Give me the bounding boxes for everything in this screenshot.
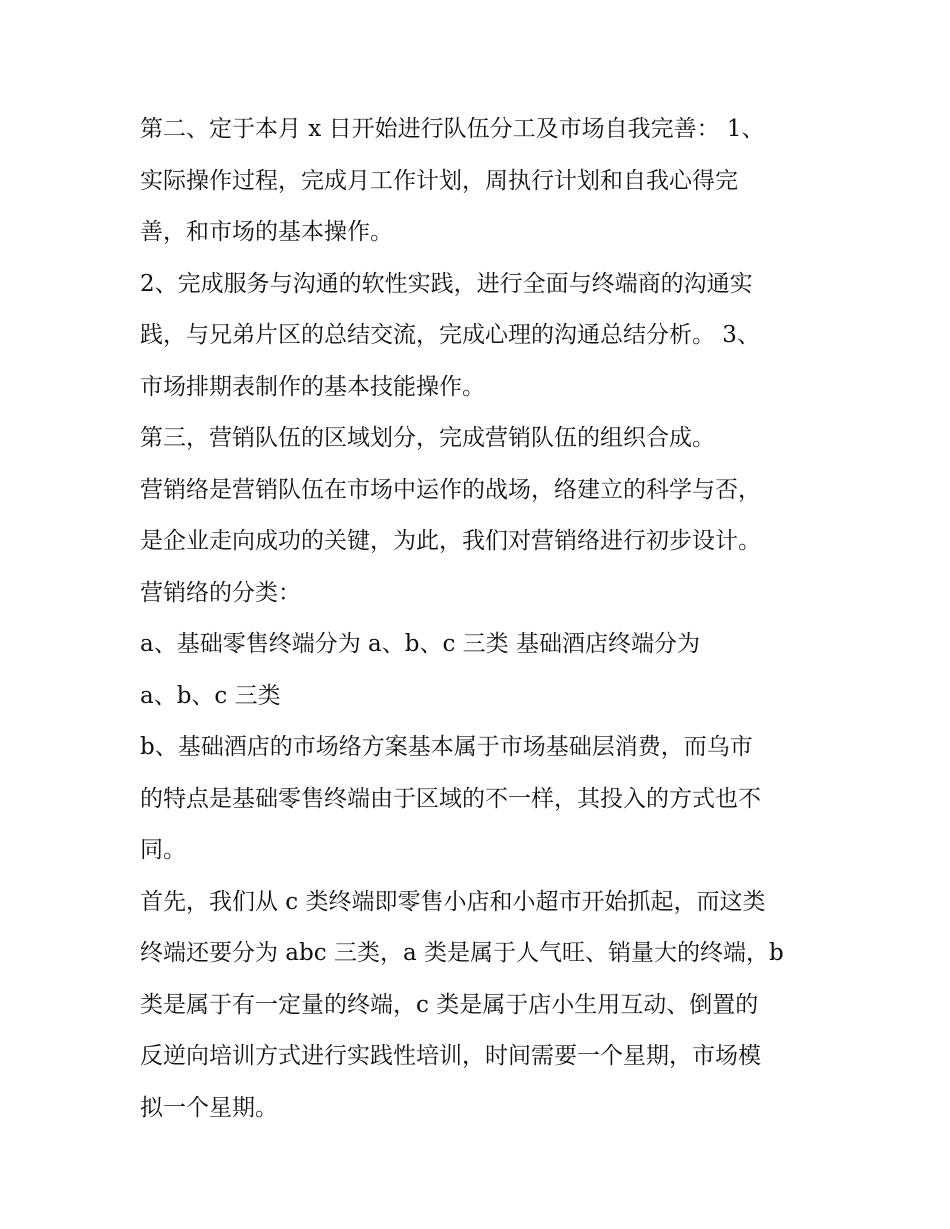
body-text: [140, 104, 820, 1134]
text-line: 践，与兄弟片区的总结交流，完成心理的沟通总结分析。 3、: [140, 322, 760, 348]
text-line: 首先，我们从 c 类终端即零售小店和小超市开始抓起，而这类: [140, 888, 766, 915]
text-line: 2、完成服务与沟通的软性实践，进行全面与终端商的沟通实: [140, 270, 753, 297]
text-line: 营销络是营销队伍在市场中运作的战场，络建立的科学与否，: [140, 476, 761, 503]
text-line: 市场排期表制作的基本技能操作。: [140, 373, 485, 400]
text-line: a、基础零售终端分为 a、b、c 三类 基础酒店终端分为: [140, 631, 700, 657]
text-line: 第二、定于本月 x 日开始进行队伍分工及市场自我完善： 1、: [140, 116, 765, 142]
text-line: 同。: [140, 837, 186, 863]
text-line: b、基础酒店的市场络方案基本属于市场基础层消费，而乌市: [140, 734, 753, 760]
text-line: 善，和市场的基本操作。: [140, 219, 393, 245]
text-line: 的特点是基础零售终端由于区域的不一样，其投入的方式也不: [140, 785, 761, 812]
text-line: a、b、c 三类: [140, 682, 281, 709]
text-line: 类是属于有一定量的终端，c 类是属于店小生用互动、倒置的: [140, 991, 759, 1018]
text-line: 拟一个星期。: [140, 1094, 278, 1121]
text-line: 实际操作过程，完成月工作计划，周执行计划和自我心得完: [140, 167, 738, 194]
text-line: 营销络的分类：: [140, 579, 301, 606]
text-line: 第三，营销队伍的区域划分，完成营销队伍的组织合成。: [140, 425, 715, 451]
text-line: 终端还要分为 abc 三类，a 类是属于人气旺、销量大的终端，b: [140, 940, 784, 966]
text-line: 是企业走向成功的关键，为此，我们对营销络进行初步设计。: [140, 528, 761, 554]
text-line: 反逆向培训方式进行实践性培训，时间需要一个星期，市场模: [140, 1043, 761, 1069]
